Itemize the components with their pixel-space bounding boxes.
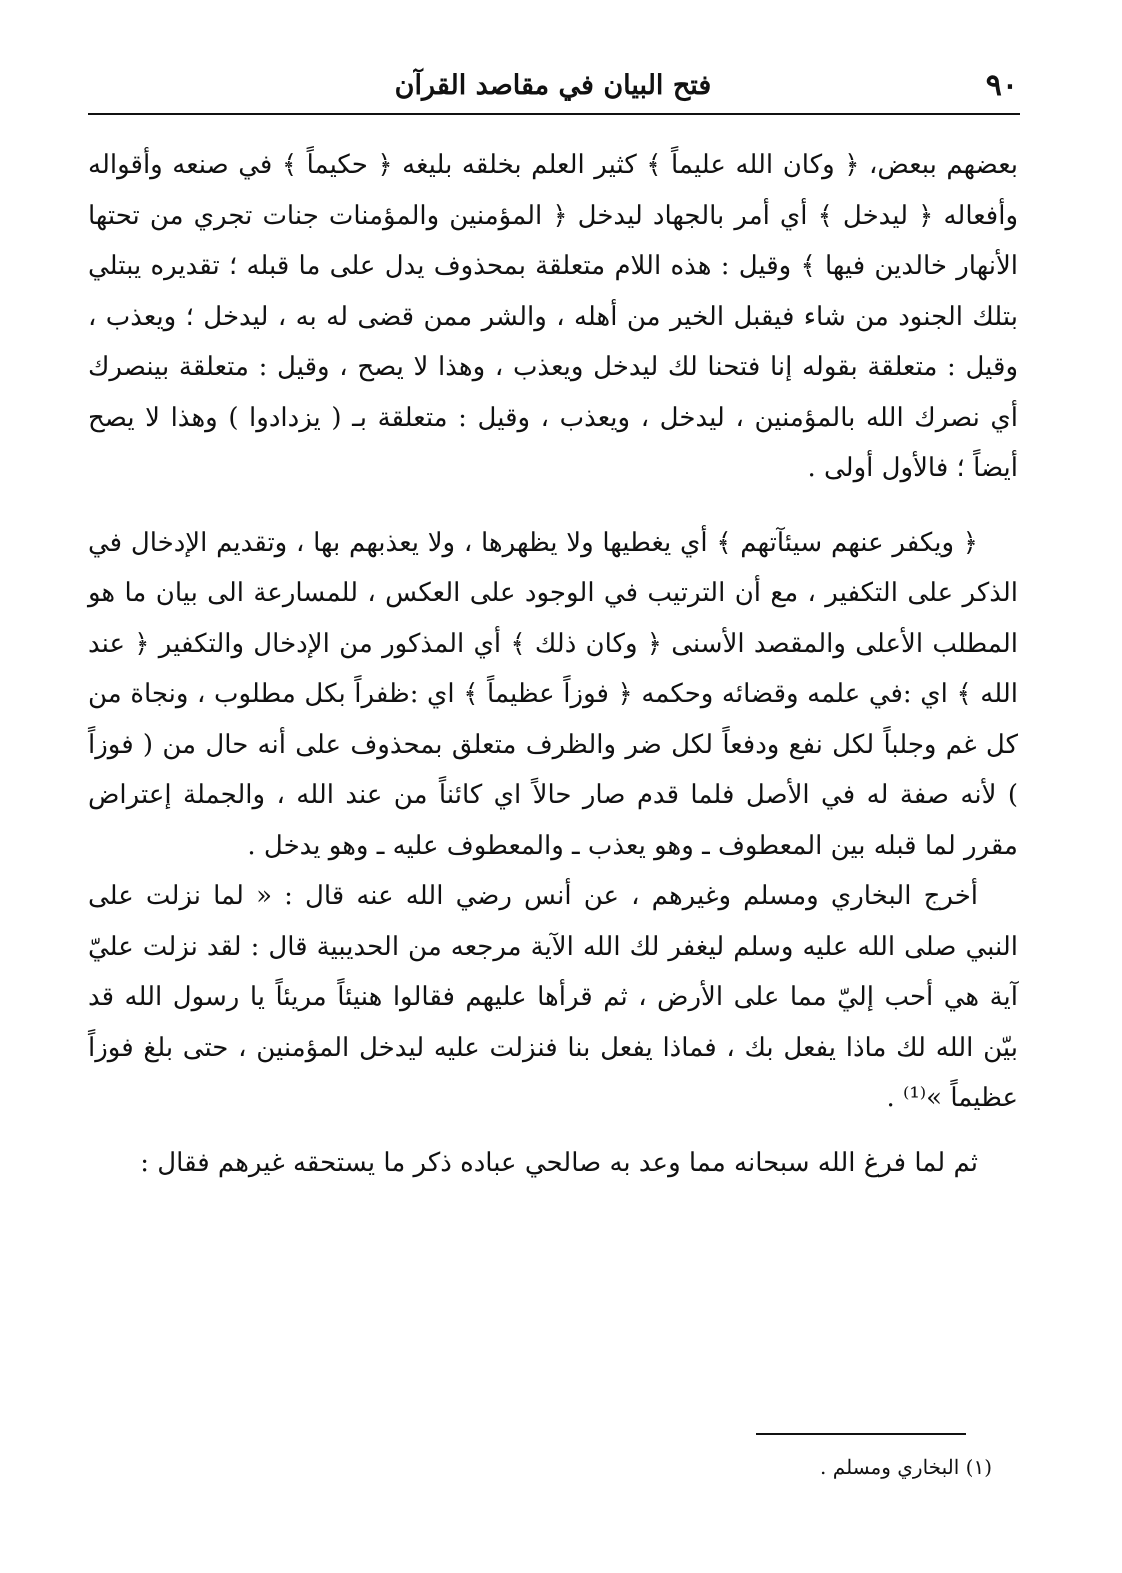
footnote: (١) البخاري ومسلم . [820, 1455, 992, 1479]
paragraph: بعضهم ببعض، ﴿ وكان الله عليماً ﴾ كثير العلم بخلقه بليغه ﴿ حكيماً ﴾ في صنعه وأقواله وأفعاله ﴿ ليدخل ﴾ أي أمر بالجهاد ليدخل ﴿ المؤمنين والمؤمنات جنات تجري من تحتها الأنهار خالدين فيها ﴾ وقيل : هذه اللام متعلقة بمحذوف يدل على ما قبله ؛ تقديره يبتلي بتلك الجنود من شاء فيقبل الخير من أهله ، والشر ممن قضى له به ، ليدخل ؛ ويعذب ، وقيل : متعلقة بقوله إنا فتحنا لك ليدخل ويعذب ، وهذا لا يصح ، وقيل : متعلقة بينصرك أي نصرك الله بالمؤمنين ، ليدخل ، ويعذب ، وقيل : متعلقة بـ ( يزدادوا ) وهذا لا يصح أيضاً ؛ فالأول أولى . [88, 150, 1018, 483]
paragraph: أخرج البخاري ومسلم وغيرهم ، عن أنس رضي الله عنه قال : « لما نزلت على النبي صلى الله عليه وسلم ليغفر لك الله الآية مرجعه من الحديبية قال : لقد نزلت عليّ آية هي أحب إليّ مما على الأرض ، ثم قرأها عليهم فقالوا هنيئاً مريئاً يا رسول الله قد بيّن الله لك ماذا يفعل بك ، فماذا يفعل بنا فنزلت عليه ليدخل المؤمنين ، حتى بلغ فوزاً عظيماً »⁽¹⁾ . [88, 881, 1018, 1113]
body-text [88, 140, 1018, 1188]
header-rule [88, 113, 1020, 115]
footnote-rule [756, 1433, 966, 1435]
page-header [88, 62, 1018, 114]
paragraph: ﴿ ويكفر عنهم سيئآتهم ﴾ أي يغطيها ولا يظهرها ، ولا يعذبهم بها ، وتقديم الإدخال في الذكر على التكفير ، مع أن الترتيب في الوجود على العكس ، للمسارعة الى بيان ما هو المطلب الأعلى والمقصد الأسنى ﴿ وكان ذلك ﴾ أي المذكور من الإدخال والتكفير ﴿ عند الله ﴾ اي :في علمه وقضائه وحكمه ﴿ فوزاً عظيماً ﴾ اي :ظفراً بكل مطلوب ، ونجاة من كل غم وجلباً لكل نفع ودفعاً لكل ضر والظرف متعلق بمحذوف على أنه حال من ( فوزاً ) لأنه صفة له في الأصل فلما قدم صار حالاً اي كائناً من عند الله ، والجملة إعتراض مقرر لما قبله بين المعطوف ـ وهو يعذب ـ والمعطوف عليه ـ وهو يدخل . [88, 527, 1018, 861]
page-number: ٩٠ [985, 68, 1018, 103]
paragraph: ثم لما فرغ الله سبحانه مما وعد به صالحي عباده ذكر ما يستحقه غيرهم فقال : [140, 1147, 978, 1178]
running-title: فتح البيان في مقاصد القرآن [394, 70, 712, 101]
